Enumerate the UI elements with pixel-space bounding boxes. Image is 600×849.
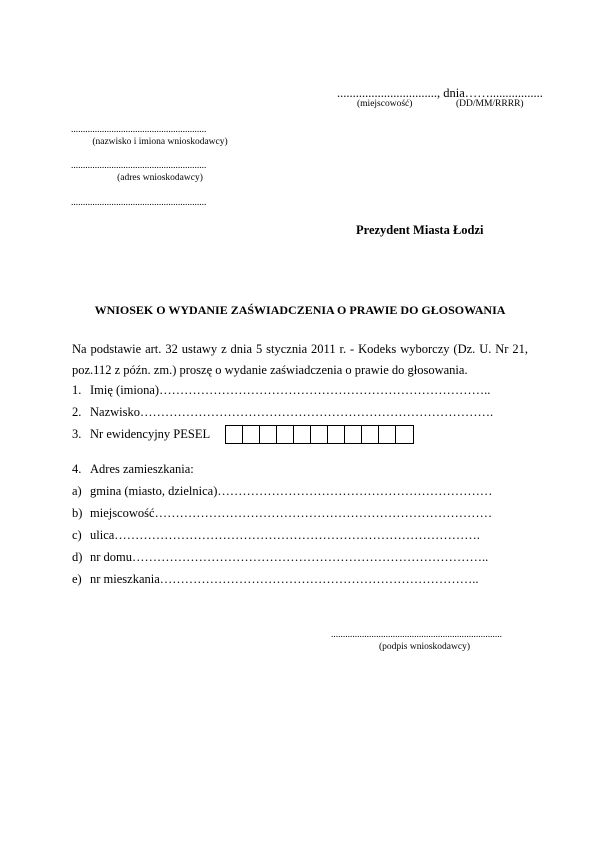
- street-field[interactable]: ulica…………………………………………………………………………….: [90, 528, 480, 542]
- pesel-digit-box[interactable]: [362, 426, 379, 443]
- applicant-address-caption: (adres wnioskodawcy): [117, 173, 203, 183]
- applicant-name-line[interactable]: .........................................................: [71, 125, 207, 135]
- signature-caption: (podpis wnioskodawcy): [378, 642, 471, 652]
- place-caption: (miejscowość): [357, 99, 413, 109]
- field-number: 2.: [72, 405, 82, 419]
- address-item-letter: e): [72, 572, 82, 586]
- field-number: 3.: [72, 427, 82, 441]
- pesel-digit-box[interactable]: [311, 426, 328, 443]
- pesel-digit-box[interactable]: [328, 426, 345, 443]
- address-item-letter: d): [72, 550, 83, 564]
- pesel-digit-box[interactable]: [396, 426, 413, 443]
- apartment-number-field[interactable]: nr mieszkania…………………………………………………………………..: [90, 572, 479, 586]
- field-number: 4.: [72, 462, 82, 476]
- pesel-label: Nr ewidencyjny PESEL: [90, 427, 211, 441]
- applicant-name-caption: (nazwisko i imiona wnioskodawcy): [92, 137, 228, 147]
- signature-line[interactable]: ........................................................................: [331, 630, 502, 640]
- address-item-letter: b): [72, 506, 83, 520]
- field-number: 1.: [72, 383, 82, 397]
- pesel-digit-box[interactable]: [226, 426, 243, 443]
- pesel-input-boxes[interactable]: [225, 425, 414, 444]
- intro-line-2: poz.112 z późn. zm.) proszę o wydanie zaświadczenia o prawie do głosowania.: [72, 363, 468, 377]
- date-caption: (DD/MM/RRRR): [456, 99, 524, 109]
- pesel-digit-box[interactable]: [277, 426, 294, 443]
- pesel-digit-box[interactable]: [260, 426, 277, 443]
- applicant-address-line[interactable]: .........................................................: [71, 161, 207, 171]
- surname-field[interactable]: Nazwisko………………………………………………………………………….: [90, 405, 494, 419]
- pesel-digit-box[interactable]: [379, 426, 396, 443]
- first-name-field[interactable]: Imię (imiona)……………………………………………………………………..: [90, 383, 491, 397]
- pesel-digit-box[interactable]: [243, 426, 260, 443]
- address-item-letter: c): [72, 528, 82, 542]
- pesel-digit-box[interactable]: [294, 426, 311, 443]
- address-item-letter: a): [72, 484, 82, 498]
- intro-line-1: Na podstawie art. 32 ustawy z dnia 5 stycznia 2011 r. - Kodeks wyborczy (Dz. U. Nr 21,: [72, 342, 528, 356]
- recipient: Prezydent Miasta Łodzi: [356, 223, 484, 237]
- house-number-field[interactable]: nr domu…………………………………………………………………………..: [90, 550, 489, 564]
- document-title: WNIOSEK O WYDANIE ZAŚWIADCZENIA O PRAWIE DO GŁOSOWANIA: [94, 303, 506, 317]
- locality-field[interactable]: miejscowość………………………………………………………………………: [90, 506, 493, 520]
- applicant-extra-line[interactable]: .........................................................: [71, 198, 207, 208]
- municipality-field[interactable]: gmina (miasto, dzielnica)…………………………………………………………: [90, 484, 493, 498]
- address-heading: Adres zamieszkania:: [90, 462, 194, 476]
- pesel-digit-box[interactable]: [345, 426, 362, 443]
- place-date-line[interactable]: ................................, dnia…….................: [337, 86, 543, 100]
